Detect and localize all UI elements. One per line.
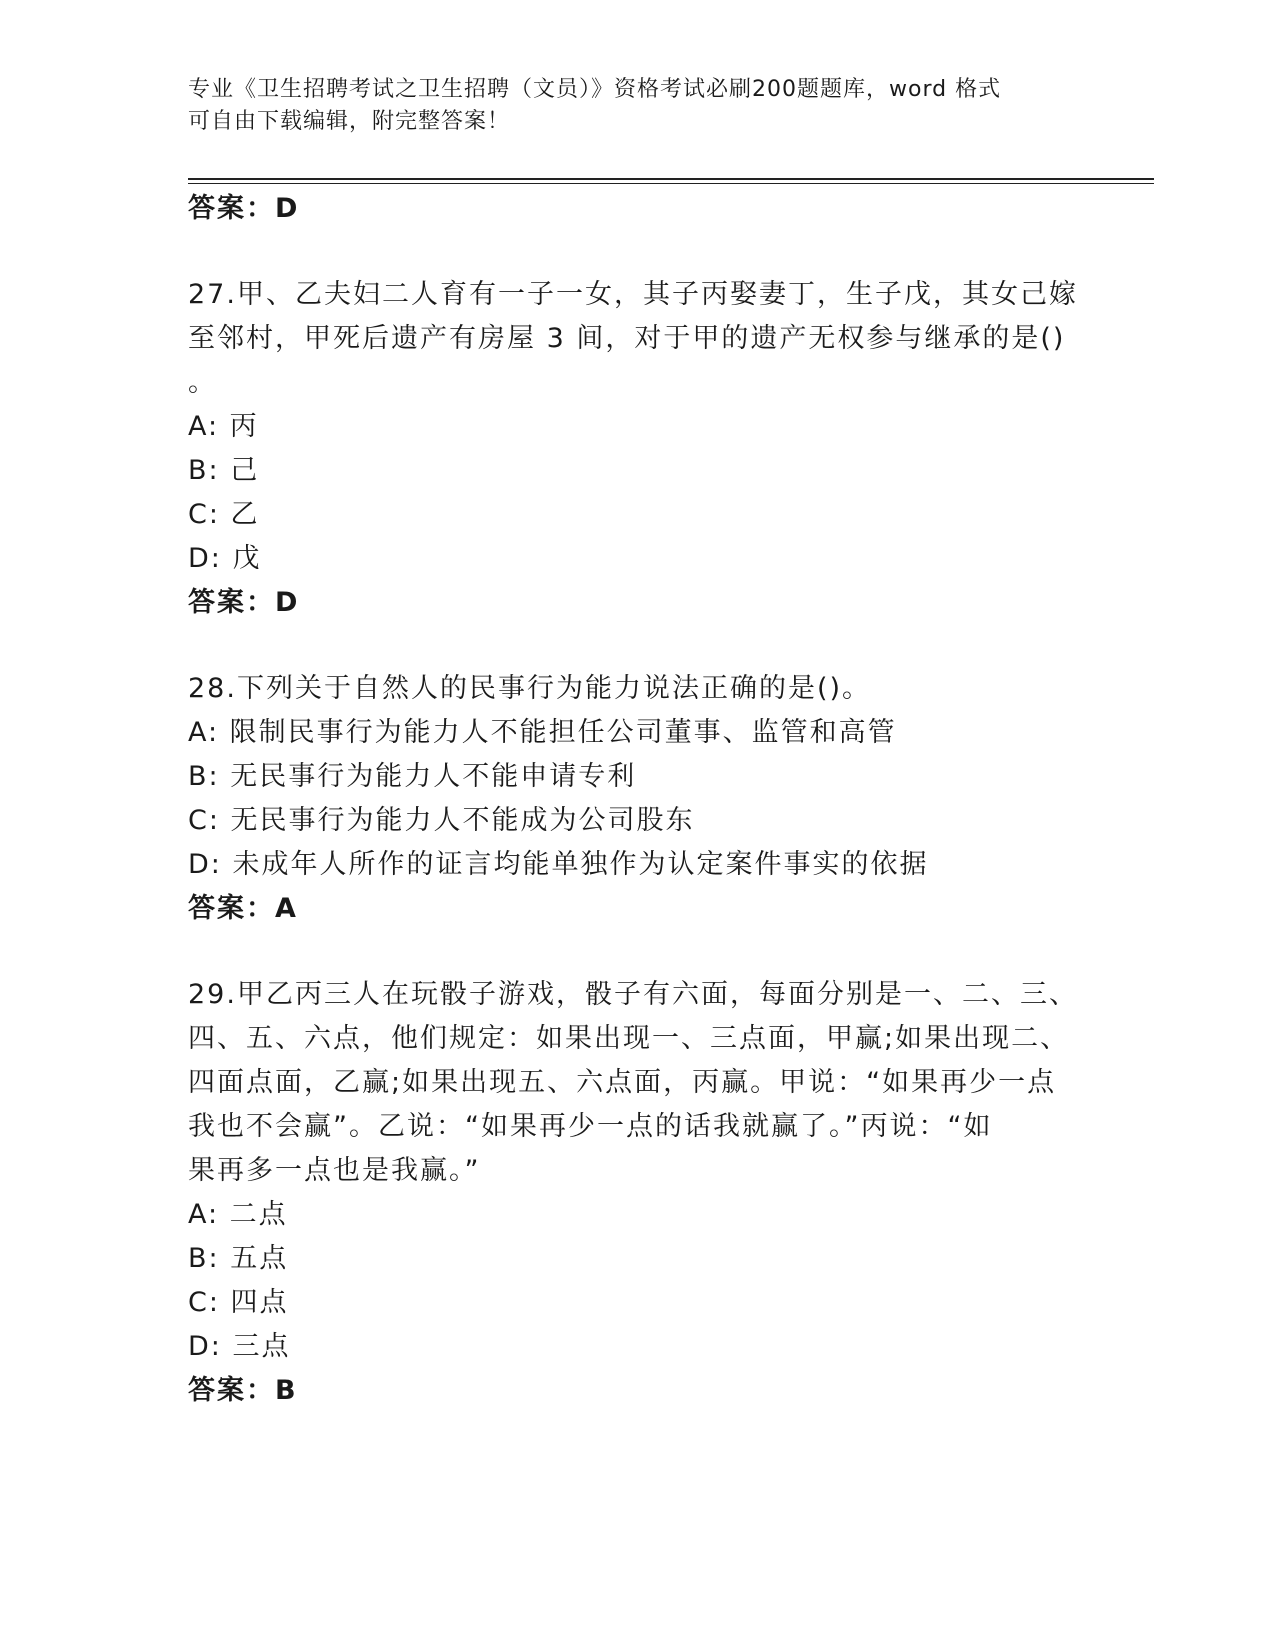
question-27-answer: 答案：D (188, 587, 300, 618)
question-27-line-3: 。 (188, 367, 217, 398)
question-28-option-d: D: 未成年人所作的证言均能单独作为认定案件事实的依据 (188, 849, 929, 880)
answer-line: 答案：D (188, 193, 300, 224)
question-27-option-c: C: 乙 (188, 499, 260, 530)
header-divider-thin (188, 183, 1154, 184)
question-27-line-1: 27.甲、乙夫妇二人育有一子一女，其子丙娶妻丁，生子戊，其女己嫁 (188, 279, 1078, 310)
question-27-line-2: 至邻村，甲死后遗产有房屋 3 间，对于甲的遗产无权参与继承的是() (188, 323, 1066, 354)
question-29-option-c: C: 四点 (188, 1287, 289, 1318)
question-29-answer: 答案：B (188, 1375, 298, 1406)
header-line-1: 专业《卫生招聘考试之卫生招聘（文员）》资格考试必刷200题题库，word 格式 (188, 77, 1002, 102)
question-29-line-5: 果再多一点也是我赢。” (188, 1155, 481, 1186)
question-27-option-b: B: 己 (188, 455, 260, 486)
question-28-option-c: C: 无民事行为能力人不能成为公司股东 (188, 805, 695, 836)
question-28-option-a: A: 限制民事行为能力人不能担任公司董事、监管和高管 (188, 717, 897, 748)
question-29-option-a: A: 二点 (188, 1199, 288, 1230)
question-28-line-1: 28.下列关于自然人的民事行为能力说法正确的是()。 (188, 673, 872, 704)
document-header (188, 74, 1088, 138)
header-divider (188, 178, 1154, 180)
question-29-line-2: 四、五、六点，他们规定：如果出现一、三点面，甲赢;如果出现二、 (188, 1023, 1070, 1054)
question-28-option-b: B: 无民事行为能力人不能申请专利 (188, 761, 637, 792)
header-line-2: 可自由下载编辑，附完整答案！ (188, 109, 511, 134)
question-29-line-1: 29.甲乙丙三人在玩骰子游戏，骰子有六面，每面分别是一、二、三、 (188, 979, 1078, 1010)
question-29-line-4: 我也不会赢”。乙说：“如果再少一点的话我就赢了。”丙说：“如 (188, 1111, 993, 1142)
question-28-answer: 答案：A (188, 893, 298, 924)
question-29-line-3: 四面点面，乙赢;如果出现五、六点面，丙赢。甲说：“如果再少一点 (188, 1067, 1057, 1098)
question-29-option-b: B: 五点 (188, 1243, 289, 1274)
question-27-option-d: D: 戊 (188, 543, 262, 574)
question-29-option-d: D: 三点 (188, 1331, 291, 1362)
question-27-option-a: A: 丙 (188, 411, 259, 442)
